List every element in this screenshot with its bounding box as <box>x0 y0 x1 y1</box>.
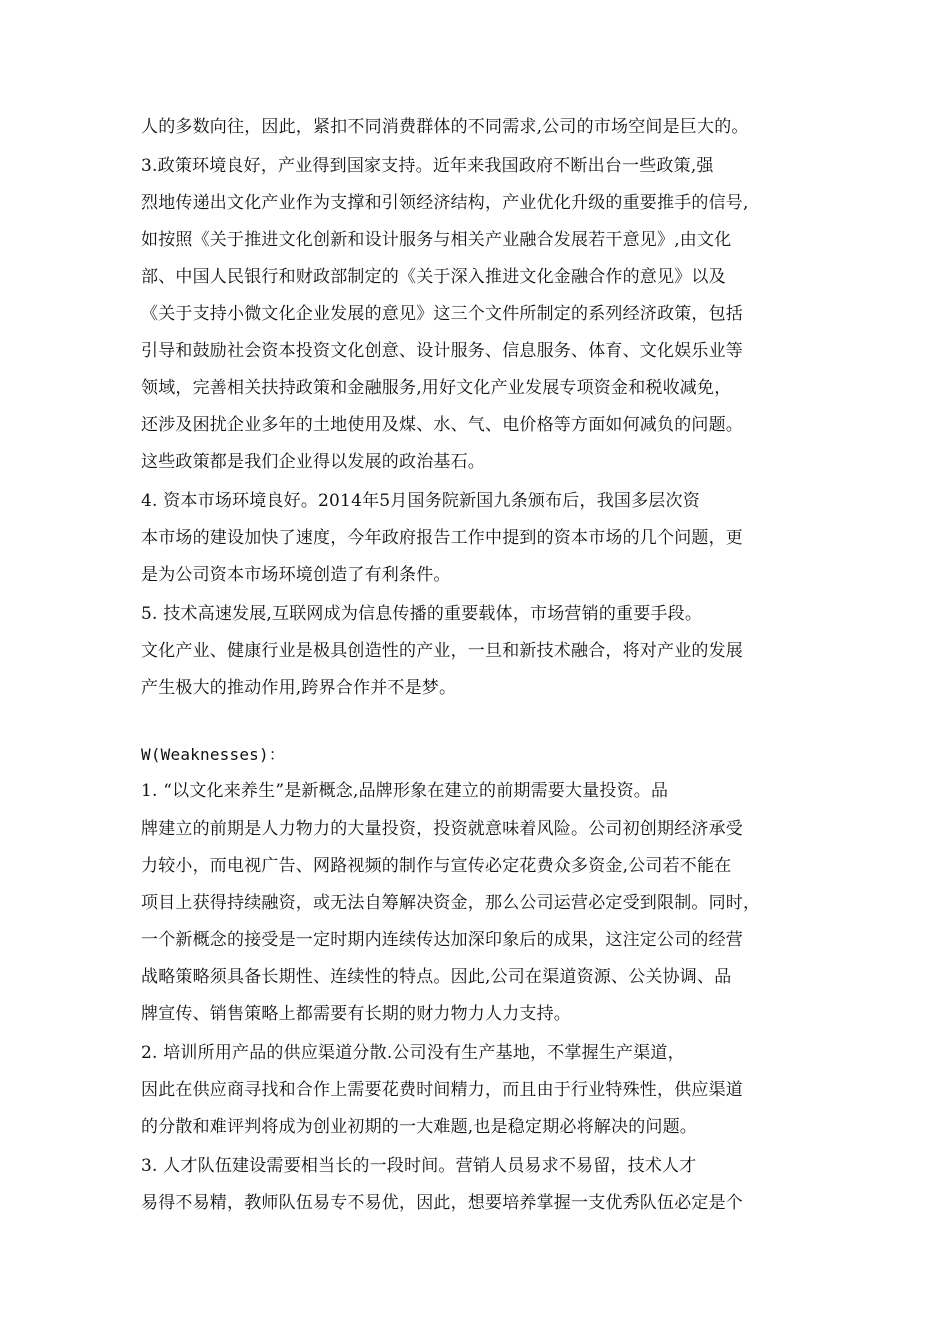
text-line: 《关于支持小微文化企业发展的意见》这三个文件所制定的系列经济政策，包括 <box>141 304 743 324</box>
text-line: 文化产业、健康行业是极具创造性的产业，一旦和新技术融合，将对产业的发展 <box>141 641 743 661</box>
text-line: 战略策略须具备长期性、连续性的特点。因此,公司在渠道资源、公关协调、品 <box>141 967 732 987</box>
text-line: 3.政策环境良好，产业得到国家支持。近年来我国政府不断出台一些政策,强 <box>141 156 714 176</box>
text-line: 如按照《关于推进文化创新和设计服务与相关产业融合发展若干意见》,由文化 <box>141 230 732 250</box>
text-line: 牌宣传、销售策略上都需要有长期的财力物力人力支持。 <box>141 1004 571 1024</box>
text-line: 5. 技术高速发展,互联网成为信息传播的重要载体，市场营销的重要手段。 <box>141 604 703 624</box>
text-line: 2. 培训所用产品的供应渠道分散.公司没有生产基地，不掌握生产渠道， <box>141 1043 685 1063</box>
text-line: 3. 人才队伍建设需要相当长的一段时间。营销人员易求不易留，技术人才 <box>141 1156 697 1176</box>
text-line: 产生极大的推动作用,跨界合作并不是梦。 <box>141 678 457 698</box>
text-line: 项目上获得持续融资，或无法自筹解决资金，那么公司运营必定受到限制。同时， <box>141 893 761 913</box>
text-line: 力较小，而电视广告、网路视频的制作与宣传必定花费众多资金,公司若不能在 <box>141 856 732 876</box>
text-line: 牌建立的前期是人力物力的大量投资，投资就意味着风险。公司初创期经济承受 <box>141 819 743 839</box>
text-line: 4. 资本市场环境良好。2014年5月国务院新国九条颁布后，我国多层次资 <box>141 491 700 511</box>
text-line: 的分散和难评判将成为创业初期的一大难题,也是稳定期必将解决的问题。 <box>141 1117 698 1137</box>
text-line: 本市场的建设加快了速度，今年政府报告工作中提到的资本市场的几个问题，更 <box>141 528 743 548</box>
text-line: 这些政策都是我们企业得以发展的政治基石。 <box>141 452 485 472</box>
text-line: 易得不易精，教师队伍易专不易优，因此，想要培养掌握一支优秀队伍必定是个 <box>141 1193 743 1213</box>
section-heading: W(Weaknesses)： <box>141 745 286 764</box>
text-line: 一个新概念的接受是一定时期内连续传达加深印象后的成果，这注定公司的经营 <box>141 930 743 950</box>
text-line: 领域，完善相关扶持政策和金融服务,用好文化产业发展专项资金和税收减免， <box>141 378 732 398</box>
text-line: 因此在供应商寻找和合作上需要花费时间精力，而且由于行业特殊性，供应渠道 <box>141 1080 743 1100</box>
text-line: 引导和鼓励社会资本投资文化创意、设计服务、信息服务、体育、文化娱乐业等 <box>141 341 743 361</box>
text-line: 是为公司资本市场环境创造了有利条件。 <box>141 565 451 585</box>
text-line: 还涉及困扰企业多年的土地使用及煤、水、气、电价格等方面如何减负的问题。 <box>141 415 743 435</box>
text-line: 人的多数向往，因此，紧扣不同消费群体的不同需求,公司的市场空间是巨大的。 <box>141 117 749 137</box>
text-line: 烈地传递出文化产业作为支撑和引领经济结构，产业优化升级的重要推手的信号, <box>141 193 749 213</box>
text-line: 1. “以文化来养生”是新概念,品牌形象在建立的前期需要大量投资。品 <box>141 781 669 801</box>
text-line: 部、中国人民银行和财政部制定的《关于深入推进文化金融合作的意见》以及 <box>141 267 726 287</box>
